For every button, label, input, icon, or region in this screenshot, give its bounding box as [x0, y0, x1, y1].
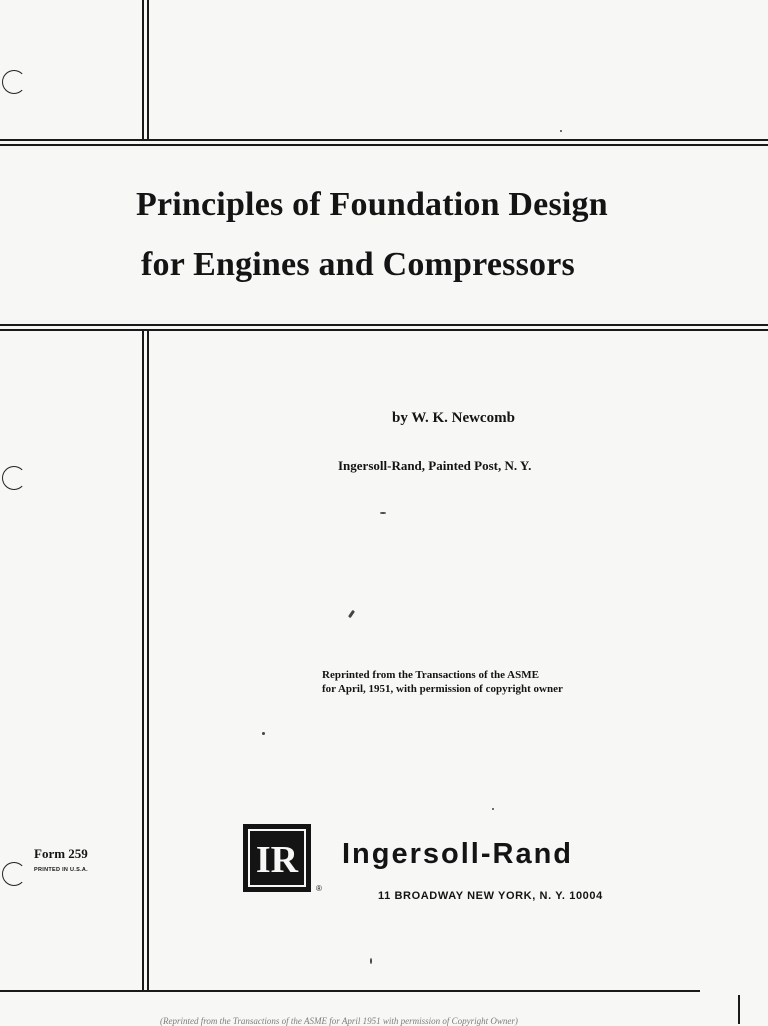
middle-rule-upper: [0, 324, 768, 326]
company-address: 11 BROADWAY NEW YORK, N. Y. 10004: [378, 890, 603, 902]
punch-hole-top: [2, 70, 26, 94]
lower-vertical-rule-a: [142, 331, 144, 991]
reprint-line-1: Reprinted from the Transactions of the ASME: [322, 669, 539, 681]
middle-rule-lower: [0, 329, 768, 331]
title-line-2: for Engines and Compressors: [141, 246, 575, 283]
punch-hole-bottom: [2, 862, 26, 886]
scan-speck: [262, 732, 265, 735]
scan-speck: [370, 958, 372, 964]
lower-vertical-rule-b: [147, 331, 149, 991]
author: by W. K. Newcomb: [392, 410, 515, 426]
affiliation: Ingersoll-Rand, Painted Post, N. Y.: [338, 458, 532, 473]
registered-mark: ®: [316, 884, 322, 893]
printed-in-usa: PRINTED IN U.S.A.: [34, 867, 88, 873]
scan-speck: [492, 808, 494, 810]
ingersoll-rand-logo: [243, 824, 311, 892]
bottom-rule: [0, 990, 700, 992]
ir-logo-mark-icon: [245, 826, 309, 890]
reprint-notice: [322, 668, 563, 696]
top-rule-upper: [0, 139, 768, 141]
brand-name: Ingersoll-Rand: [342, 838, 574, 870]
top-rule-lower: [0, 144, 768, 146]
logo-letters: IR: [255, 839, 299, 881]
reprint-line-2: for April, 1951, with permission of copyright owner: [322, 683, 563, 695]
upper-vertical-rule-a: [142, 0, 144, 141]
punch-hole-middle: [2, 466, 26, 490]
footer-fragment: (Reprinted from the Transactions of the ASME for April 1951 with permission of Copyright Owner): [160, 1016, 518, 1026]
scan-speck: [380, 512, 386, 514]
form-number: Form 259: [34, 846, 88, 861]
scan-speck: [348, 610, 355, 618]
upper-vertical-rule-b: [147, 0, 149, 141]
title-line-1: Principles of Foundation Design: [136, 186, 608, 223]
corner-mark: [738, 995, 740, 1024]
scan-speck: [560, 130, 562, 132]
